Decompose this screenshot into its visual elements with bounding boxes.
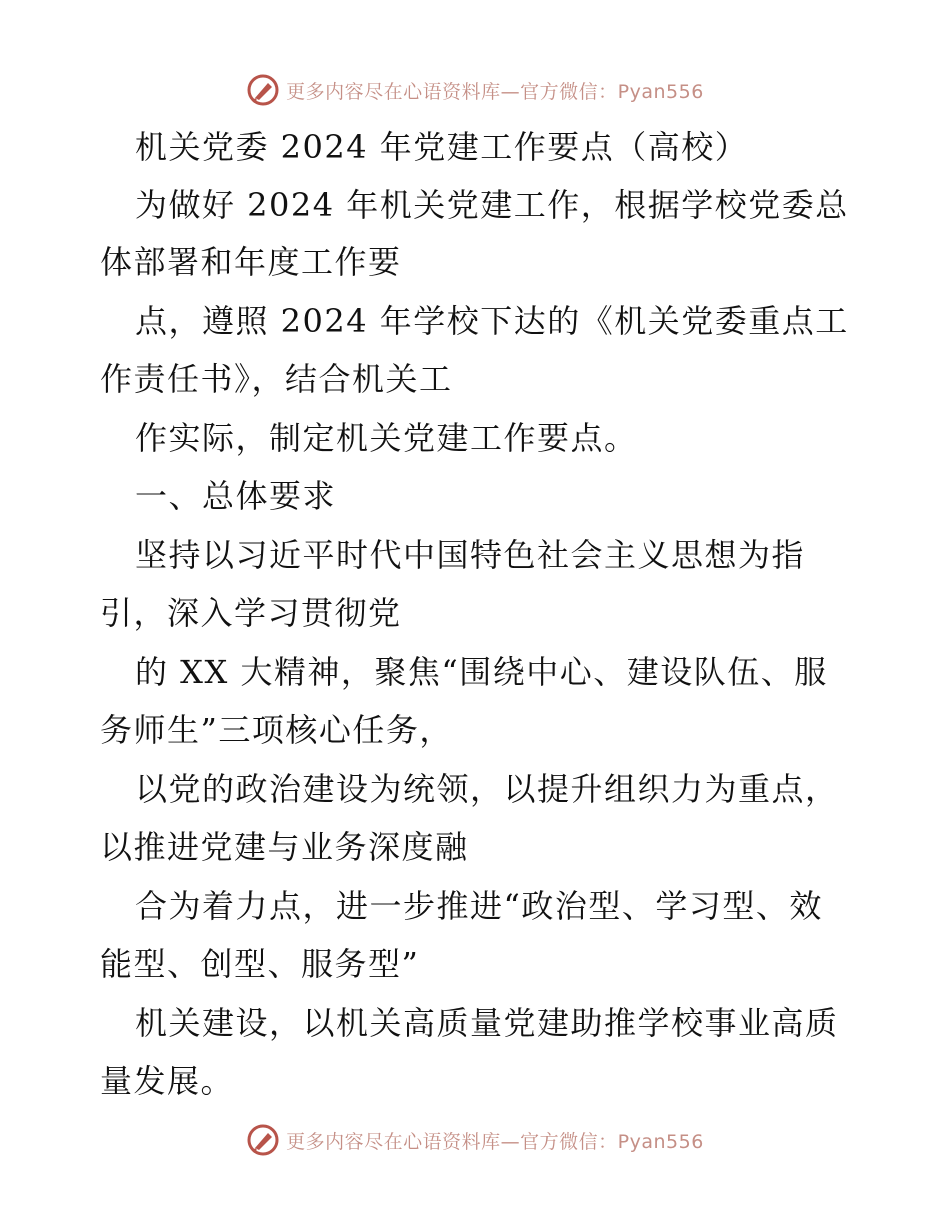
paragraph-line: 的 XX 大精神，聚焦“围绕中心、建设队伍、服 [135, 653, 828, 691]
paragraph-line: 引，深入学习贯彻党 [100, 594, 402, 632]
paragraph-line: 能型、创型、服务型” [100, 945, 420, 983]
paragraph-line: 机关建设，以机关高质量党建助推学校事业高质 [135, 1004, 839, 1042]
header-watermark [0, 70, 950, 110]
paragraph-line: 坚持以习近平时代中国特色社会主义思想为指 [135, 536, 806, 574]
section-heading: 一、总体要求 [135, 477, 337, 515]
paragraph-line: 合为着力点，进一步推进“政治型、学习型、效 [135, 887, 823, 925]
paragraph-line: 量发展。 [100, 1062, 235, 1100]
pen-logo-icon [246, 1123, 280, 1157]
paragraph-line: 为做好 2024 年机关党建工作，根据学校党委总 [135, 186, 849, 224]
footer-watermark [0, 1120, 950, 1160]
paragraph-line: 作责任书》，结合机关工 [100, 360, 453, 398]
paragraph-line: 务师生”三项核心任务， [100, 711, 453, 749]
watermark-text: 更多内容尽在心语资料库—官方微信：Pyan556 [286, 80, 704, 103]
paragraph-line: 以党的政治建设为统领，以提升组织力为重点， [135, 770, 839, 808]
watermark-text: 更多内容尽在心语资料库—官方微信：Pyan556 [286, 1130, 704, 1153]
pen-logo-icon [246, 73, 280, 107]
paragraph-line: 点，遵照 2024 年学校下达的《机关党委重点工 [135, 302, 849, 340]
paragraph-line: 作实际，制定机关党建工作要点。 [135, 419, 638, 457]
paragraph-line: 体部署和年度工作要 [100, 243, 402, 281]
document-title: 机关党委 2024 年党建工作要点（高校） [135, 128, 749, 166]
paragraph-line: 以推进党建与业务深度融 [100, 828, 469, 866]
